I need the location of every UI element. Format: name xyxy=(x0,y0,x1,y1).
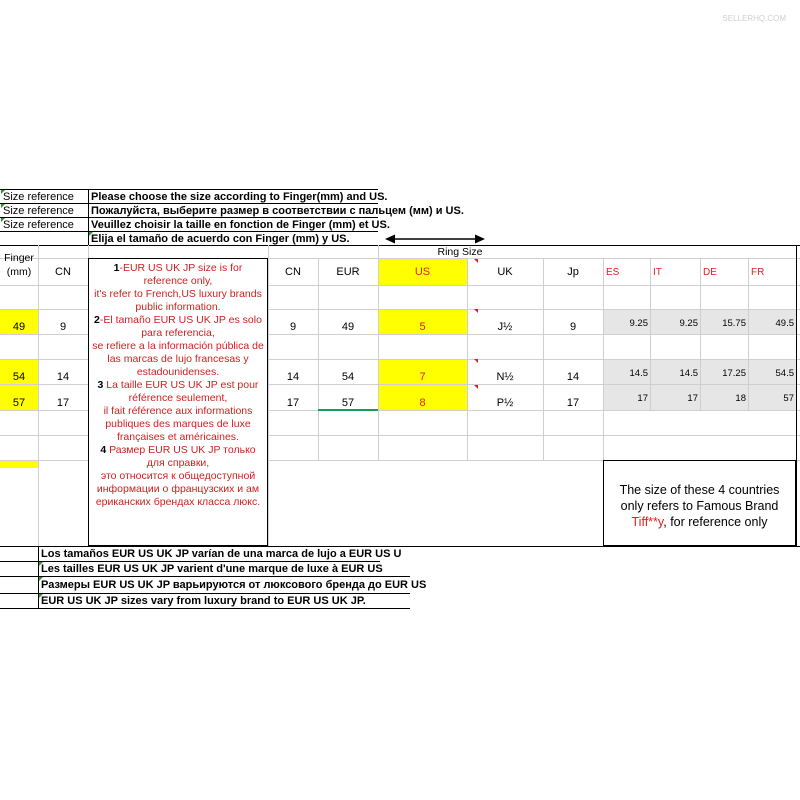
header-text-4: Elija el tamaño de acuerdo con Finger (mm) y US. xyxy=(91,233,350,245)
famous-line-1: The size of these 4 countries xyxy=(619,483,780,497)
cell-jp: 17 xyxy=(566,397,580,409)
cell-fr: 49.5 xyxy=(775,318,794,329)
cell-jp: 9 xyxy=(569,321,577,333)
col-it: IT xyxy=(653,267,662,278)
note-num-3: 3 xyxy=(97,379,104,391)
cell-us: 7 xyxy=(419,371,426,383)
footer-line-1: Los tamaños EUR US UK JP varían de una marca de lujo a EUR US U xyxy=(41,548,402,560)
reference-note-box xyxy=(88,258,268,546)
header-label-3: Size reference xyxy=(3,219,74,231)
cell-de: 18 xyxy=(735,393,746,404)
note-line: это относится к общедоступной информации о французских и ам ериканских брендах класса люкс. xyxy=(95,470,261,508)
header-text-3: Veuillez choisir la taille en fonction de Finger (mm) et US. xyxy=(91,219,390,231)
header-text-1: Please choose the size according to Finger(mm) and US. xyxy=(91,191,388,203)
cell-cn2: 14 xyxy=(286,371,300,383)
cell-us: 5 xyxy=(419,321,426,333)
note-line: La taille EUR US UK JP est pour référence seulement, xyxy=(103,379,259,404)
footer-line-2: Les tailles EUR US UK JP varient d'une marque de luxe à EUR US xyxy=(41,563,383,575)
cell-cn2: 9 xyxy=(289,321,297,333)
cell-eur: 49 xyxy=(341,321,355,333)
col-cn: CN xyxy=(55,266,71,278)
cell-de: 15.75 xyxy=(722,318,746,329)
brand-name: Tiff**y xyxy=(631,515,664,529)
cell-jp: 14 xyxy=(566,371,580,383)
cell-it: 9.25 xyxy=(679,318,698,329)
note-line: se refiere a la información pública de las marcas de lujo francesas y estadounidenses. xyxy=(92,340,264,378)
col-eur: EUR xyxy=(336,266,360,278)
col-us: US xyxy=(414,266,431,278)
watermark: SELLERHQ.COM xyxy=(722,14,786,23)
footer-line-4: EUR US UK JP sizes vary from luxury brand to EUR US UK JP. xyxy=(41,595,366,607)
note-num-1: 1 xyxy=(113,262,120,274)
cell-es: 14.5 xyxy=(629,368,648,379)
header-label-2: Size reference xyxy=(3,205,74,217)
cell-uk: J½ xyxy=(497,321,513,333)
cell-eur: 54 xyxy=(341,371,355,383)
cell-uk: P½ xyxy=(496,397,514,409)
note-line: Размер EUR US UK JP только для справки, xyxy=(106,444,256,469)
col-jp: Jp xyxy=(567,266,579,278)
cell-finger: 54 xyxy=(12,371,26,383)
col-cn2: CN xyxy=(285,266,301,278)
cell-fr: 57 xyxy=(783,393,794,404)
cell-finger: 49 xyxy=(12,321,26,333)
col-uk: UK xyxy=(497,266,513,278)
note-num-2: 2 xyxy=(94,314,100,326)
ring-size-label: Ring Size xyxy=(437,246,483,258)
famous-line-2: only refers to Famous Brand xyxy=(620,499,779,513)
note-line: -El tamaño EUR US UK JP es solo para referencia, xyxy=(99,314,262,339)
header-label-1: Size reference xyxy=(3,191,74,203)
footer-line-3: Размеры EUR US UK JP варьируются от люксового бренда до EUR US xyxy=(41,579,427,591)
cell-uk: N½ xyxy=(496,371,514,383)
cell-es: 9.25 xyxy=(629,318,648,329)
col-finger: Finger xyxy=(4,252,34,264)
cell-cn: 17 xyxy=(56,397,70,409)
cell-eur: 57 xyxy=(341,397,355,409)
famous-line-3: , for reference only xyxy=(663,515,768,529)
note-num-4: 4 xyxy=(100,444,107,456)
col-es: ES xyxy=(606,267,620,278)
double-arrow-icon xyxy=(385,233,485,245)
cell-finger: 57 xyxy=(12,397,26,409)
cell-it: 17 xyxy=(687,393,698,404)
col-fr: FR xyxy=(751,267,765,278)
header-text-2: Пожалуйста, выберите размер в соответствии с пальцем (мм) и US. xyxy=(91,205,464,217)
col-de: DE xyxy=(703,267,717,278)
note-line: -EUR US UK JP size is for reference only, xyxy=(119,262,243,287)
cell-cn: 14 xyxy=(56,371,70,383)
cell-cn: 9 xyxy=(59,321,67,333)
cell-es: 17 xyxy=(637,393,648,404)
cell-fr: 54.5 xyxy=(775,368,794,379)
cell-de: 17.25 xyxy=(722,368,746,379)
col-finger-unit: (mm) xyxy=(6,266,32,278)
note-line: it's refer to French,US luxury brands public information. xyxy=(94,288,262,313)
cell-cn2: 17 xyxy=(286,397,300,409)
cell-it: 14.5 xyxy=(679,368,698,379)
note-line: il fait référence aux informations publiques des marques de luxe françaises et américaines. xyxy=(103,405,253,443)
famous-brand-box xyxy=(603,460,796,546)
cell-us: 8 xyxy=(419,397,426,409)
